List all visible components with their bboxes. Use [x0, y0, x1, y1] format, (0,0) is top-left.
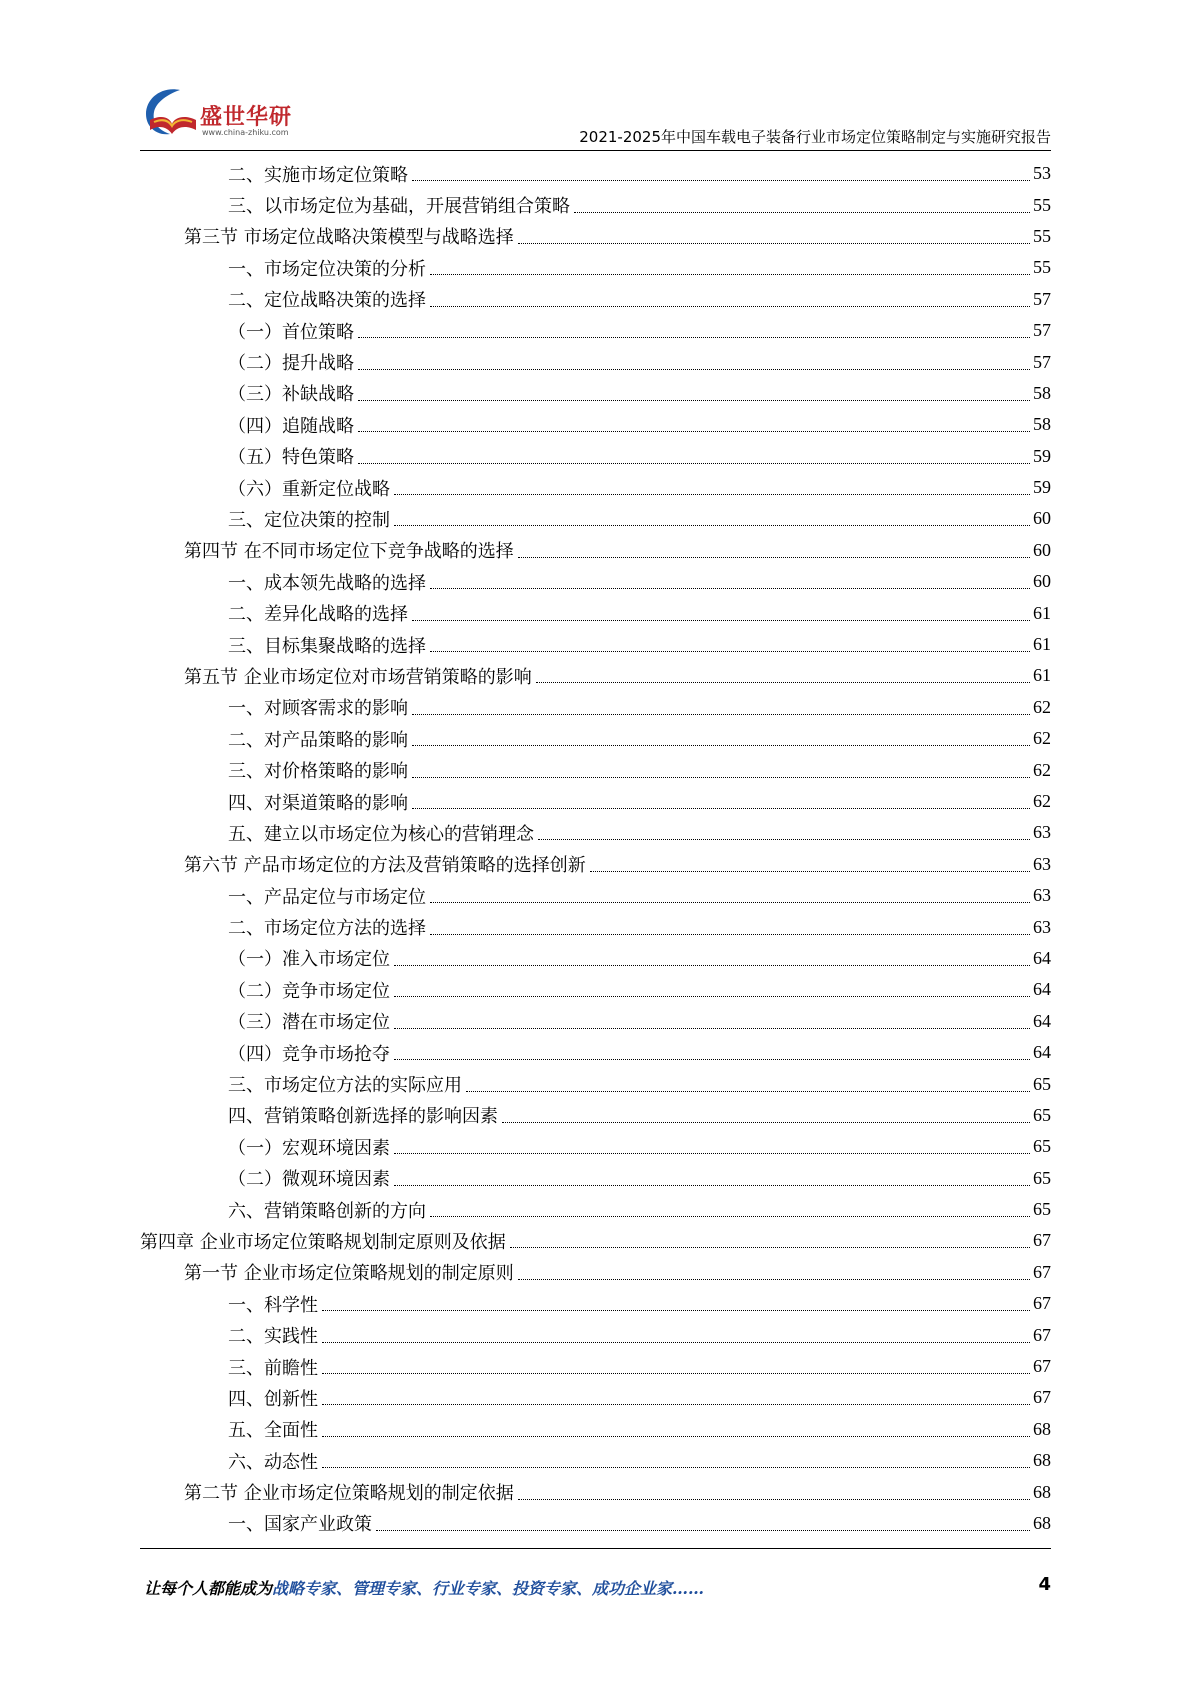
toc-entry[interactable] [140, 974, 1051, 1005]
footer-slogan [144, 1576, 704, 1599]
toc-leader-dots [430, 588, 1030, 589]
toc-entry[interactable] [140, 503, 1051, 534]
toc-entry-page: 59 [1033, 445, 1051, 466]
toc-entry[interactable] [140, 1100, 1051, 1131]
toc-leader-dots [358, 431, 1030, 432]
toc-entry-page: 59 [1033, 477, 1051, 498]
toc-entry-title: 五、建立以市场定位为核心的营销理念 [228, 823, 534, 845]
toc-leader-dots [538, 839, 1030, 840]
toc-entry-title: （一）准入市场定位 [228, 949, 390, 971]
toc-leader-dots [430, 274, 1030, 275]
toc-entry[interactable] [140, 597, 1051, 628]
toc-entry-title: 三、目标集聚战略的选择 [228, 635, 426, 657]
toc-entry[interactable] [140, 1037, 1051, 1068]
toc-leader-dots [358, 400, 1030, 401]
toc-leader-dots [574, 212, 1030, 213]
toc-entry-title: （二）提升战略 [228, 353, 354, 375]
toc-entry-page: 67 [1033, 1230, 1051, 1251]
toc-entry[interactable] [140, 1257, 1051, 1288]
toc-entry-title: （四）竞争市场抢夺 [228, 1043, 390, 1065]
toc-entry[interactable] [140, 221, 1051, 252]
toc-entry-title: （三）补缺战略 [228, 384, 354, 406]
toc-entry[interactable] [140, 660, 1051, 691]
toc-entry-title: 第四章 企业市场定位策略规划制定原则及依据 [140, 1231, 506, 1253]
toc-entry-page: 61 [1033, 665, 1051, 686]
toc-entry[interactable] [140, 629, 1051, 660]
toc-entry-title: （六）重新定位战略 [228, 478, 390, 500]
toc-entry-page: 67 [1033, 1356, 1051, 1377]
toc-leader-dots [518, 557, 1030, 558]
toc-entry[interactable] [140, 346, 1051, 377]
toc-entry-page: 62 [1033, 696, 1051, 717]
toc-entry[interactable] [140, 158, 1051, 189]
toc-leader-dots [510, 1247, 1030, 1248]
toc-entry-page: 57 [1033, 288, 1051, 309]
toc-entry-title: 第一节 企业市场定位策略规划的制定原则 [184, 1263, 514, 1285]
toc-entry-title: 四、创新性 [228, 1388, 318, 1410]
toc-leader-dots [412, 714, 1030, 715]
toc-entry-title: 二、实践性 [228, 1326, 318, 1348]
toc-entry-page: 55 [1033, 225, 1051, 246]
toc-entry-title: （二）微观环境因素 [228, 1169, 390, 1191]
toc-entry[interactable] [140, 1225, 1051, 1256]
toc-entry[interactable] [140, 1288, 1051, 1319]
toc-entry-title: （三）潜在市场定位 [228, 1012, 390, 1034]
toc-entry[interactable] [140, 315, 1051, 346]
toc-entry-page: 63 [1033, 885, 1051, 906]
toc-entry-title: 二、实施市场定位策略 [228, 164, 408, 186]
toc-leader-dots [430, 902, 1030, 903]
toc-leader-dots [376, 1530, 1030, 1531]
header-divider [140, 150, 1051, 151]
toc-entry-page: 64 [1033, 979, 1051, 1000]
logo-url: www.china-zhiku.com [202, 128, 289, 137]
toc-entry-page: 63 [1033, 822, 1051, 843]
toc-entry-page: 62 [1033, 728, 1051, 749]
toc-leader-dots [394, 965, 1030, 966]
toc-entry-title: 二、定位战略决策的选择 [228, 290, 426, 312]
book-logo-icon [140, 84, 202, 142]
toc-entry-page: 58 [1033, 414, 1051, 435]
toc-entry-title: 一、科学性 [228, 1294, 318, 1316]
toc-entry-page: 60 [1033, 508, 1051, 529]
toc-entry-title: 三、以市场定位为基础，开展营销组合策略 [228, 196, 570, 218]
toc-entry-title: 一、产品定位与市场定位 [228, 886, 426, 908]
toc-entry-title: 第二节 企业市场定位策略规划的制定依据 [184, 1483, 514, 1505]
toc-leader-dots [518, 1499, 1030, 1500]
slogan-prefix: 让每个人都能成为 [144, 1579, 273, 1598]
toc-leader-dots [358, 337, 1030, 338]
toc-entry[interactable] [140, 1006, 1051, 1037]
toc-entry[interactable] [140, 189, 1051, 220]
toc-entry-page: 57 [1033, 351, 1051, 372]
toc-entry[interactable] [140, 1508, 1051, 1539]
toc-leader-dots [412, 808, 1030, 809]
toc-leader-dots [394, 1028, 1030, 1029]
toc-entry-title: 一、成本领先战略的选择 [228, 572, 426, 594]
page-header [0, 0, 1191, 160]
toc-leader-dots [412, 620, 1030, 621]
toc-entry-title: 二、市场定位方法的选择 [228, 918, 426, 940]
company-logo [140, 84, 320, 144]
toc-entry-page: 65 [1033, 1167, 1051, 1188]
toc-entry-page: 65 [1033, 1199, 1051, 1220]
page-number: 4 [1038, 1574, 1051, 1595]
toc-leader-dots [394, 494, 1030, 495]
toc-leader-dots [518, 243, 1030, 244]
toc-entry[interactable] [140, 880, 1051, 911]
toc-entry[interactable] [140, 1319, 1051, 1350]
toc-entry-page: 61 [1033, 634, 1051, 655]
toc-entry[interactable] [140, 1163, 1051, 1194]
toc-entry-title: （四）追随战略 [228, 415, 354, 437]
toc-entry-title: （五）特色策略 [228, 447, 354, 469]
toc-entry-page: 57 [1033, 320, 1051, 341]
toc-entry[interactable] [140, 786, 1051, 817]
toc-entry-title: 一、市场定位决策的分析 [228, 258, 426, 280]
toc-entry-title: 第三节 市场定位战略决策模型与战略选择 [184, 227, 514, 249]
toc-entry-page: 64 [1033, 947, 1051, 968]
toc-entry-page: 63 [1033, 916, 1051, 937]
toc-entry-page: 65 [1033, 1136, 1051, 1157]
toc-leader-dots [358, 463, 1030, 464]
toc-entry-title: （二）竞争市场定位 [228, 980, 390, 1002]
toc-leader-dots [430, 306, 1030, 307]
toc-entry-title: 四、对渠道策略的影响 [228, 792, 408, 814]
toc-leader-dots [412, 745, 1030, 746]
toc-entry[interactable] [140, 1476, 1051, 1507]
toc-entry-title: （一）宏观环境因素 [228, 1137, 390, 1159]
toc-entry[interactable] [140, 943, 1051, 974]
toc-entry-title: 六、动态性 [228, 1451, 318, 1473]
toc-leader-dots [412, 777, 1030, 778]
toc-entry-page: 62 [1033, 759, 1051, 780]
toc-entry-title: 一、国家产业政策 [228, 1514, 372, 1536]
toc-leader-dots [322, 1310, 1030, 1311]
toc-leader-dots [430, 651, 1030, 652]
toc-leader-dots [502, 1122, 1030, 1123]
toc-entry-page: 55 [1033, 194, 1051, 215]
toc-entry-page: 55 [1033, 257, 1051, 278]
toc-leader-dots [358, 369, 1030, 370]
toc-leader-dots [590, 871, 1030, 872]
toc-entry-page: 65 [1033, 1104, 1051, 1125]
toc-leader-dots [536, 682, 1030, 683]
toc-entry-page: 67 [1033, 1324, 1051, 1345]
toc-entry[interactable] [140, 817, 1051, 848]
toc-entry[interactable] [140, 284, 1051, 315]
toc-entry-title: 第五节 企业市场定位对市场营销策略的影响 [184, 666, 532, 688]
toc-leader-dots [322, 1404, 1030, 1405]
toc-leader-dots [394, 1153, 1030, 1154]
toc-entry-title: 四、营销策略创新选择的影响因素 [228, 1106, 498, 1128]
toc-entry[interactable] [140, 692, 1051, 723]
toc-entry[interactable] [140, 1351, 1051, 1382]
toc-entry-page: 60 [1033, 539, 1051, 560]
toc-entry[interactable] [140, 409, 1051, 440]
toc-entry-page: 67 [1033, 1293, 1051, 1314]
toc-entry[interactable] [140, 1068, 1051, 1099]
toc-entry-page: 67 [1033, 1387, 1051, 1408]
toc-entry-title: 三、对价格策略的影响 [228, 761, 408, 783]
toc-entry-page: 64 [1033, 1042, 1051, 1063]
toc-entry-title: 五、全面性 [228, 1420, 318, 1442]
toc-entry[interactable] [140, 1414, 1051, 1445]
toc-entry-page: 60 [1033, 571, 1051, 592]
toc-entry-page: 62 [1033, 791, 1051, 811]
toc-entry-page: 64 [1033, 1010, 1051, 1031]
toc-entry[interactable] [140, 1382, 1051, 1413]
toc-entry-page: 53 [1033, 163, 1051, 184]
toc-entry[interactable] [140, 1131, 1051, 1162]
toc-entry-title: 三、定位决策的控制 [228, 509, 390, 531]
table-of-contents [140, 158, 1051, 1539]
toc-entry[interactable] [140, 566, 1051, 597]
toc-entry[interactable] [140, 378, 1051, 409]
toc-leader-dots [322, 1373, 1030, 1374]
toc-leader-dots [430, 1216, 1030, 1217]
toc-entry-page: 68 [1033, 1481, 1051, 1502]
toc-entry-page: 58 [1033, 382, 1051, 403]
toc-entry-title: 三、市场定位方法的实际应用 [228, 1075, 462, 1097]
toc-leader-dots [412, 180, 1030, 181]
footer-divider [140, 1548, 1051, 1549]
toc-entry-page: 68 [1033, 1450, 1051, 1471]
toc-leader-dots [394, 525, 1030, 526]
toc-entry[interactable] [140, 723, 1051, 754]
toc-entry[interactable] [140, 472, 1051, 503]
toc-entry[interactable] [140, 535, 1051, 566]
toc-leader-dots [466, 1091, 1030, 1092]
toc-leader-dots [518, 1279, 1030, 1280]
toc-entry-title: 二、差异化战略的选择 [228, 604, 408, 626]
toc-leader-dots [430, 934, 1030, 935]
toc-entry[interactable] [140, 1445, 1051, 1476]
toc-entry[interactable] [140, 441, 1051, 472]
toc-entry-page: 68 [1033, 1512, 1051, 1533]
toc-entry-page: 63 [1033, 853, 1051, 874]
toc-leader-dots [322, 1467, 1030, 1468]
toc-entry-title: 二、对产品策略的影响 [228, 729, 408, 751]
toc-entry-title: （一）首位策略 [228, 321, 354, 343]
toc-entry-title: 六、营销策略创新的方向 [228, 1200, 426, 1222]
toc-leader-dots [322, 1342, 1030, 1343]
toc-entry-page: 65 [1033, 1073, 1051, 1094]
toc-entry-page: 67 [1033, 1261, 1051, 1282]
toc-leader-dots [394, 996, 1030, 997]
toc-entry-title: 第六节 产品市场定位的方法及营销策略的选择创新 [184, 855, 586, 877]
toc-entry-title: 一、对顾客需求的影响 [228, 698, 408, 720]
toc-entry[interactable] [140, 911, 1051, 942]
toc-entry-title: 三、前瞻性 [228, 1357, 318, 1379]
toc-entry-page: 68 [1033, 1418, 1051, 1439]
slogan-highlight: 战略专家、管理专家、行业专家、投资专家、成功企业家…… [272, 1579, 705, 1598]
toc-entry[interactable] [140, 1194, 1051, 1225]
toc-leader-dots [394, 1059, 1030, 1060]
toc-entry[interactable] [140, 754, 1051, 785]
logo-text: 盛世华研 [200, 105, 293, 130]
toc-leader-dots [322, 1436, 1030, 1437]
toc-entry[interactable] [140, 849, 1051, 880]
toc-entry-page: 61 [1033, 602, 1051, 623]
toc-entry-title: 第四节 在不同市场定位下竞争战略的选择 [184, 541, 514, 563]
report-title: 2021-2025年中国车载电子装备行业市场定位策略制定与实施研究报告 [579, 128, 1051, 146]
toc-entry[interactable] [140, 252, 1051, 283]
toc-leader-dots [394, 1185, 1030, 1186]
